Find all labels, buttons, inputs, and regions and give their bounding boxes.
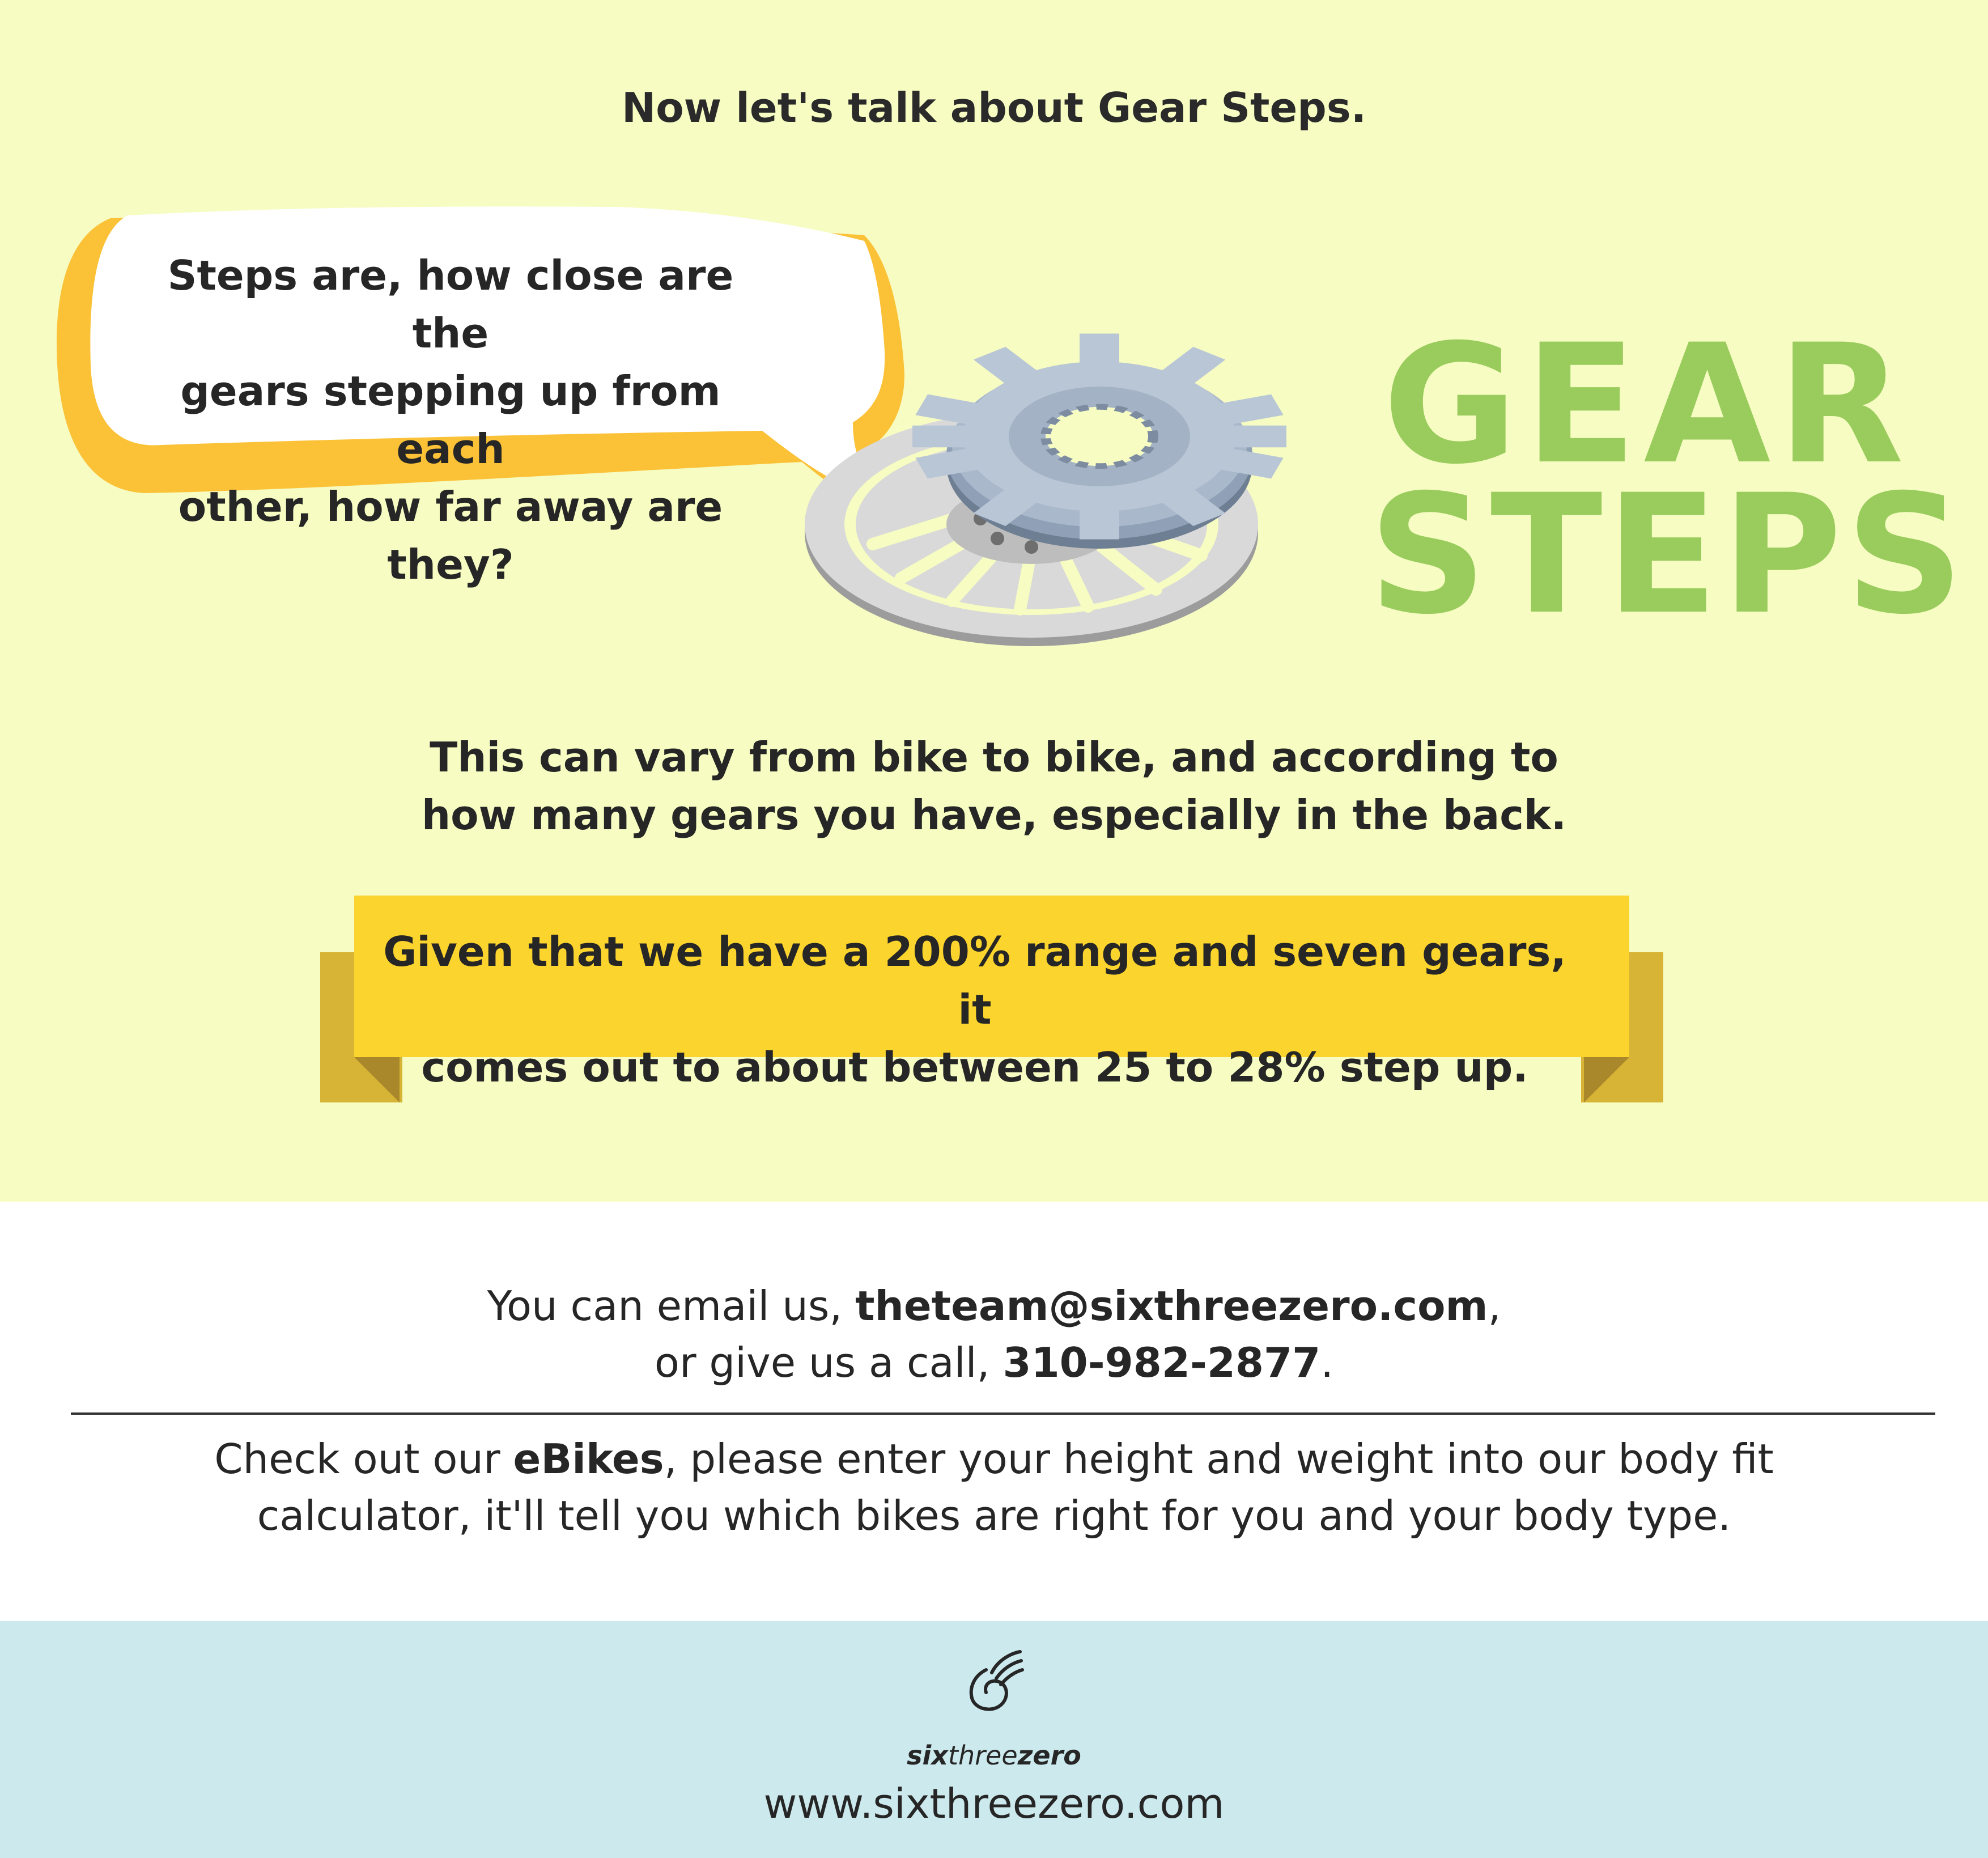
brand-part-zero: zero: [1017, 1740, 1081, 1771]
gear-cassette-illustration: [793, 249, 1383, 663]
contact-phone-line: [0, 1339, 1988, 1386]
body-line-1: This can vary from bike to bike, and according to: [430, 733, 1558, 781]
cta-suffix: , please enter your height and weight into our body fit: [664, 1435, 1774, 1483]
cta-line-1: [0, 1435, 1988, 1483]
cta-prefix: Check out our: [214, 1435, 513, 1483]
body-text: [0, 728, 1988, 844]
intro-heading: Now let's talk about Gear Steps.: [621, 84, 1367, 131]
contact-email-suffix: ,: [1488, 1282, 1501, 1330]
body-line-2: how many gears you have, especially in the back.: [421, 791, 1567, 839]
phone-link[interactable]: 310-982-2877: [1003, 1339, 1321, 1386]
ribbon-line-2: comes out to about between 25 to 28% step up.: [421, 1043, 1528, 1091]
contact-panel: [0, 1202, 1988, 1621]
ribbon-line-1: Given that we have a 200% range and seven gears, it: [383, 928, 1566, 1033]
bubble-line-3: other, how far away are they?: [178, 483, 723, 588]
bubble-line-2: gears stepping up from each: [180, 367, 721, 473]
bubble-text: [125, 247, 776, 593]
brand-part-six: six: [907, 1740, 948, 1771]
ebikes-link[interactable]: eBikes: [513, 1435, 664, 1483]
title-gear: GEAR: [1383, 309, 1911, 500]
title-steps: STEPS: [1369, 460, 1968, 651]
contact-email-prefix: You can email us,: [487, 1282, 856, 1330]
email-link[interactable]: theteam@sixthreezero.com: [855, 1282, 1488, 1330]
section-divider: [71, 1412, 1935, 1415]
sixthreezero-wing-logo-icon: [963, 1647, 1026, 1715]
cta-line-2: calculator, it'll tell you which bikes are right for you and your body type.: [257, 1492, 1731, 1539]
brand-name: [0, 1740, 1988, 1771]
ribbon-text: [374, 923, 1575, 1096]
contact-phone-suffix: .: [1320, 1339, 1334, 1386]
bubble-line-1: Steps are, how close are the: [167, 252, 734, 357]
contact-email-line: [0, 1282, 1988, 1330]
brand-part-three: three: [948, 1740, 1018, 1771]
contact-phone-prefix: or give us a call,: [654, 1339, 1003, 1386]
website-link[interactable]: www.sixthreezero.com: [763, 1780, 1225, 1827]
